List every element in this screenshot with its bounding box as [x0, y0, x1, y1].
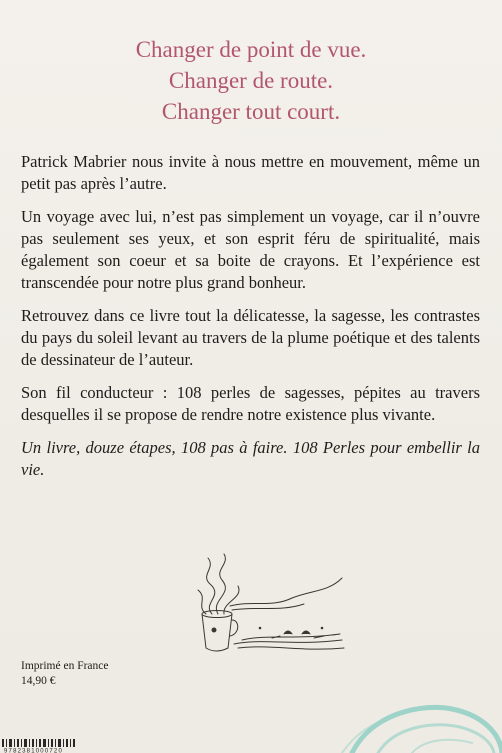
imprint: [21, 659, 109, 689]
tagline-line-3: Changer tout court.: [161, 99, 341, 124]
blurb-closing-line: Un livre, douze étapes, 108 pas à faire. 108 Perles pour embellir la vie.: [21, 438, 480, 479]
blurb-paragraph-3: Retrouvez dans ce livre tout la délicatesse, la sagesse, les contrastes du pays du soleil levant au travers de la plume poétique et des talents de dessinateur de l’auteur.: [21, 306, 480, 369]
blurb-paragraph-4: Son fil conducteur : 108 perles de sagesses, pépites au travers desquelles il se propose de rendre notre existence plus vivante.: [21, 383, 480, 424]
blurb-paragraph-1: Patrick Mabrier nous invite à nous mettre en mouvement, même un petit pas après l’autre.: [21, 152, 480, 193]
blurb-paragraph-2: Un voyage avec lui, n’est pas simplement un voyage, car il n’ouvre pas seulement ses yeux, et son esprit féru de spiritualité, mais également son coeur et sa boite de crayons. Et l’expérience est transcendée pour notre plus grand bonheur.: [21, 207, 480, 292]
cup-landscape-sketch: [172, 548, 352, 660]
price: 14,90 €: [21, 675, 56, 687]
watercolor-swirl-decoration: [332, 643, 502, 753]
printed-in-france: Imprimé en France: [21, 660, 109, 672]
barcode-digits: 9782381000720: [4, 748, 63, 753]
tagline-line-2: Changer de route.: [168, 68, 334, 93]
tagline: [0, 34, 502, 127]
barcode: [0, 739, 190, 753]
tagline-line-1: Changer de point de vue.: [135, 37, 367, 62]
blurb: [21, 151, 480, 492]
